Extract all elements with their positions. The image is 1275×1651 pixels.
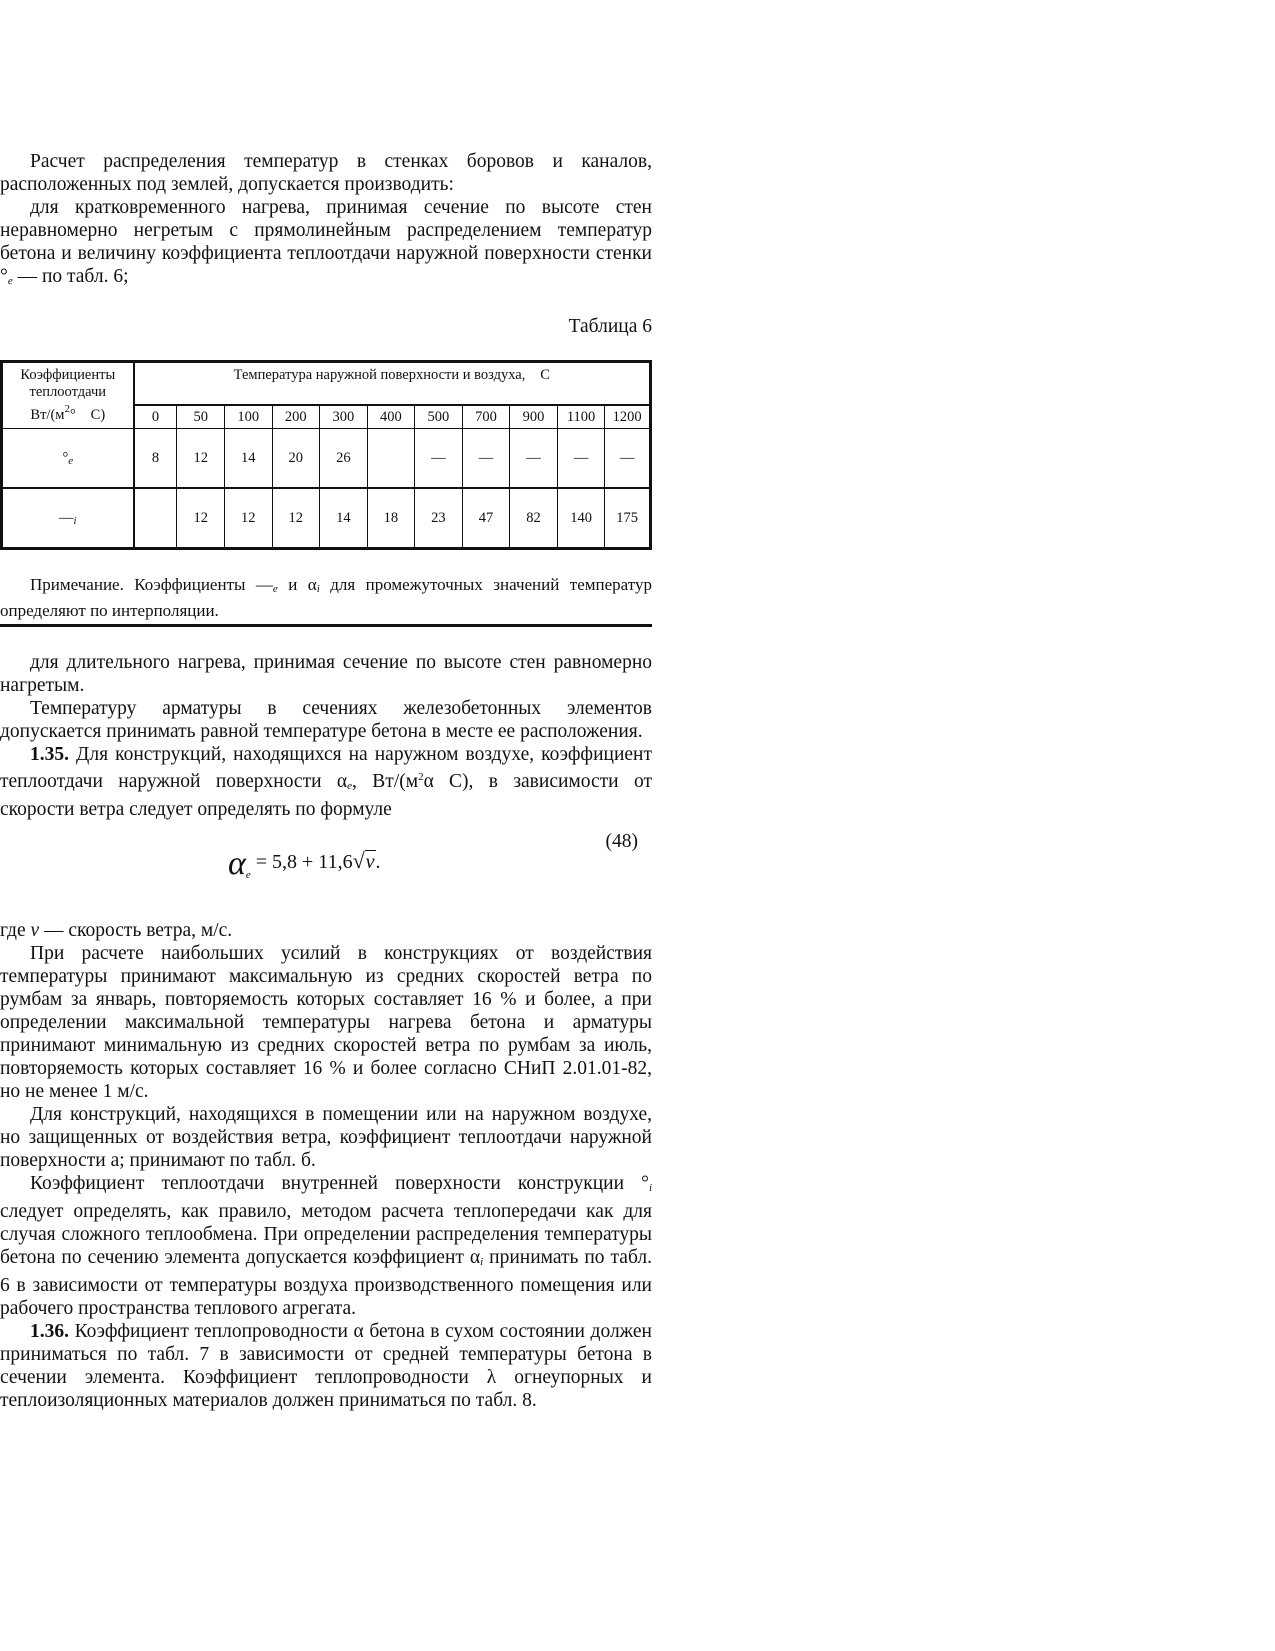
table-cell: 12	[177, 429, 225, 489]
paragraph-1-text: Расчет распределения температур в стенках боровов и каналов, расположенных под землей, допускается производить:	[0, 151, 652, 195]
paragraph-9	[0, 1172, 652, 1320]
header-line-3	[3, 401, 133, 424]
row-label-symbol: °	[62, 449, 69, 466]
section-number: 1.35.	[30, 744, 69, 765]
equation-body: = 5,8 + 11,6	[250, 851, 353, 873]
table-cell: —	[605, 429, 651, 489]
subscript: e	[347, 780, 353, 792]
table-cell: 20	[272, 429, 320, 489]
table-cell: 175	[605, 488, 651, 549]
temp-cell: 300	[320, 405, 368, 429]
table-row	[2, 429, 651, 489]
paragraph-text: Коэффициент теплоотдачи внутренней поверхности конструкции °	[30, 1173, 649, 1194]
paragraph-text: следует определять, как правило, методом расчета теплопередачи как для случая сложного теплообмена. При определении распределения температуры бетона по сечению элемента допускается коэффициент α	[0, 1201, 652, 1268]
table-cell: 82	[510, 488, 558, 549]
superscript: 2	[418, 771, 424, 783]
equation-block	[0, 821, 652, 919]
note-text: для промежуточных значений температур определяют по интерполяции.	[0, 575, 652, 620]
temp-cell: 50	[177, 405, 225, 429]
temp-cell: 700	[462, 405, 510, 429]
row-label-subscript: i	[73, 514, 77, 527]
table-cell: 23	[415, 488, 463, 549]
coefficient-subscript: e	[7, 275, 13, 287]
table-header-coefficients	[2, 362, 134, 429]
temp-cell: 100	[224, 405, 272, 429]
radicand: v	[365, 851, 375, 873]
paragraph-2	[0, 196, 652, 293]
paragraph-text: , Вт/(м	[352, 771, 419, 792]
paragraph-text: — скорость ветра, м/с.	[39, 920, 233, 941]
table-cell: —	[462, 429, 510, 489]
header-line-1: Коэффициенты	[20, 367, 116, 383]
unit-post: ° C)	[75, 407, 100, 423]
coefficient-symbol: °	[0, 266, 8, 287]
table-6	[0, 360, 652, 550]
paragraph-7: При расчете наибольших усилий в конструкциях от воздействия температуры принимают максимальную из средних скоростей ветра по румбам за январь, повторяемость которых составляет 16 % и более, а при определении максимальной температуры нагрева бетона и арматуры принимают минимальную из средних скоростей ветра по румбам за июль, повторяемость которых составляет 16 % и более согласно СНиП 2.01.01-82, но не менее 1 м/с.	[0, 943, 652, 1102]
temp-cell: 400	[367, 405, 415, 429]
document-page	[0, 150, 652, 1412]
note-subscript: i	[316, 583, 320, 595]
paragraph-2-text: для кратковременного нагрева, принимая сечение по высоте стен неравномерно негретым с прямолинейным распределением температур бетона и величину коэффициента теплоотдачи наружной поверхности стенки	[0, 197, 652, 264]
row-label-subscript: e	[68, 454, 74, 467]
table-cell: —	[557, 429, 605, 489]
row-label-alpha-e	[2, 429, 134, 489]
paragraph-text: Коэффициент теплопроводности α бетона в сухом состоянии должен приниматься по табл. 7 в зависимости от средней температуры бетона в сечении элемента. Коэффициент теплопроводности λ огнеупорных и теплоизоляционных материалов должен приниматься по табл. 8.	[0, 1321, 652, 1411]
equation-end: .	[375, 851, 381, 873]
table-row	[2, 488, 651, 549]
paragraph-text: принимать по табл. 6 в зависимости от температуры воздуха производственного помещения или рабочего пространства теплового агрегата.	[0, 1247, 652, 1319]
alpha-symbol: α	[228, 845, 246, 882]
paragraph-8: Для конструкций, находящихся в помещении или на наружном воздухе, но защищенных от воздействия ветра, коэффициент теплоотдачи наружной поверхности а; принимают по табл. б.	[0, 1104, 652, 1171]
sqrt-icon: √	[352, 848, 365, 873]
table-cell: —	[415, 429, 463, 489]
unit-sup: 2	[64, 403, 70, 415]
header-line-2: теплоотдачи	[29, 384, 107, 400]
table-note	[0, 574, 652, 622]
table-cell: 140	[557, 488, 605, 549]
table-cell: 14	[320, 488, 368, 549]
temp-cell: 200	[272, 405, 320, 429]
paragraph-1-35	[0, 743, 652, 821]
table-cell: 12	[177, 488, 225, 549]
unit-pre: Вт/(м	[30, 407, 65, 423]
alpha-subscript: e	[245, 869, 251, 881]
table-cell: 26	[320, 429, 368, 489]
variable-v: v	[30, 920, 40, 941]
note-text: и α	[277, 575, 317, 594]
row-label-alpha-i	[2, 488, 134, 549]
paragraph-1	[0, 150, 652, 196]
subscript: i	[648, 1182, 652, 1194]
table-cell: 18	[367, 488, 415, 549]
table-cell: 14	[224, 429, 272, 489]
paragraph-3: для длительного нагрева, принимая сечение по высоте стен равномерно нагретым.	[0, 652, 652, 696]
note-text: Примечание. Коэффициенты —	[30, 575, 273, 594]
temp-cell: 1200	[605, 405, 651, 429]
note-subscript: e	[272, 583, 278, 595]
temp-cell: 1100	[557, 405, 605, 429]
table-cell	[367, 429, 415, 489]
table-cell	[134, 488, 177, 549]
subscript: i	[480, 1256, 484, 1268]
section-number: 1.36.	[30, 1321, 69, 1342]
table-cell: —	[510, 429, 558, 489]
table-caption: Таблица 6	[568, 316, 652, 337]
table-cell: 12	[272, 488, 320, 549]
paragraph-where	[0, 919, 652, 942]
equation-48	[228, 845, 381, 883]
paragraph-text: α C), в зависимости от скорости ветра следует определять по формуле	[0, 771, 652, 820]
paragraph-1-36	[0, 1320, 652, 1412]
temp-cell: 500	[415, 405, 463, 429]
horizontal-rule	[0, 624, 652, 627]
row-label-symbol: —	[59, 509, 74, 526]
table-cell: 47	[462, 488, 510, 549]
paragraph-4: Температуру арматуры в сечениях железобетонных элементов допускается принимать равной температуре бетона в месте ее расположения.	[0, 698, 652, 742]
table-header-temperature: Температура наружной поверхности и воздуха, C	[134, 362, 651, 406]
equation-number: (48)	[605, 831, 638, 852]
table-cell: 12	[224, 488, 272, 549]
paragraph-text: Для конструкций, находящихся на наружном воздухе, коэффициент теплоотдачи наружной поверхности α	[0, 744, 652, 792]
table-cell: 8	[134, 429, 177, 489]
temp-cell: 900	[510, 405, 558, 429]
paragraph-2-tail: — по табл. 6;	[12, 266, 129, 287]
temp-cell: 0	[134, 405, 177, 429]
paragraph-text: где	[0, 920, 31, 941]
